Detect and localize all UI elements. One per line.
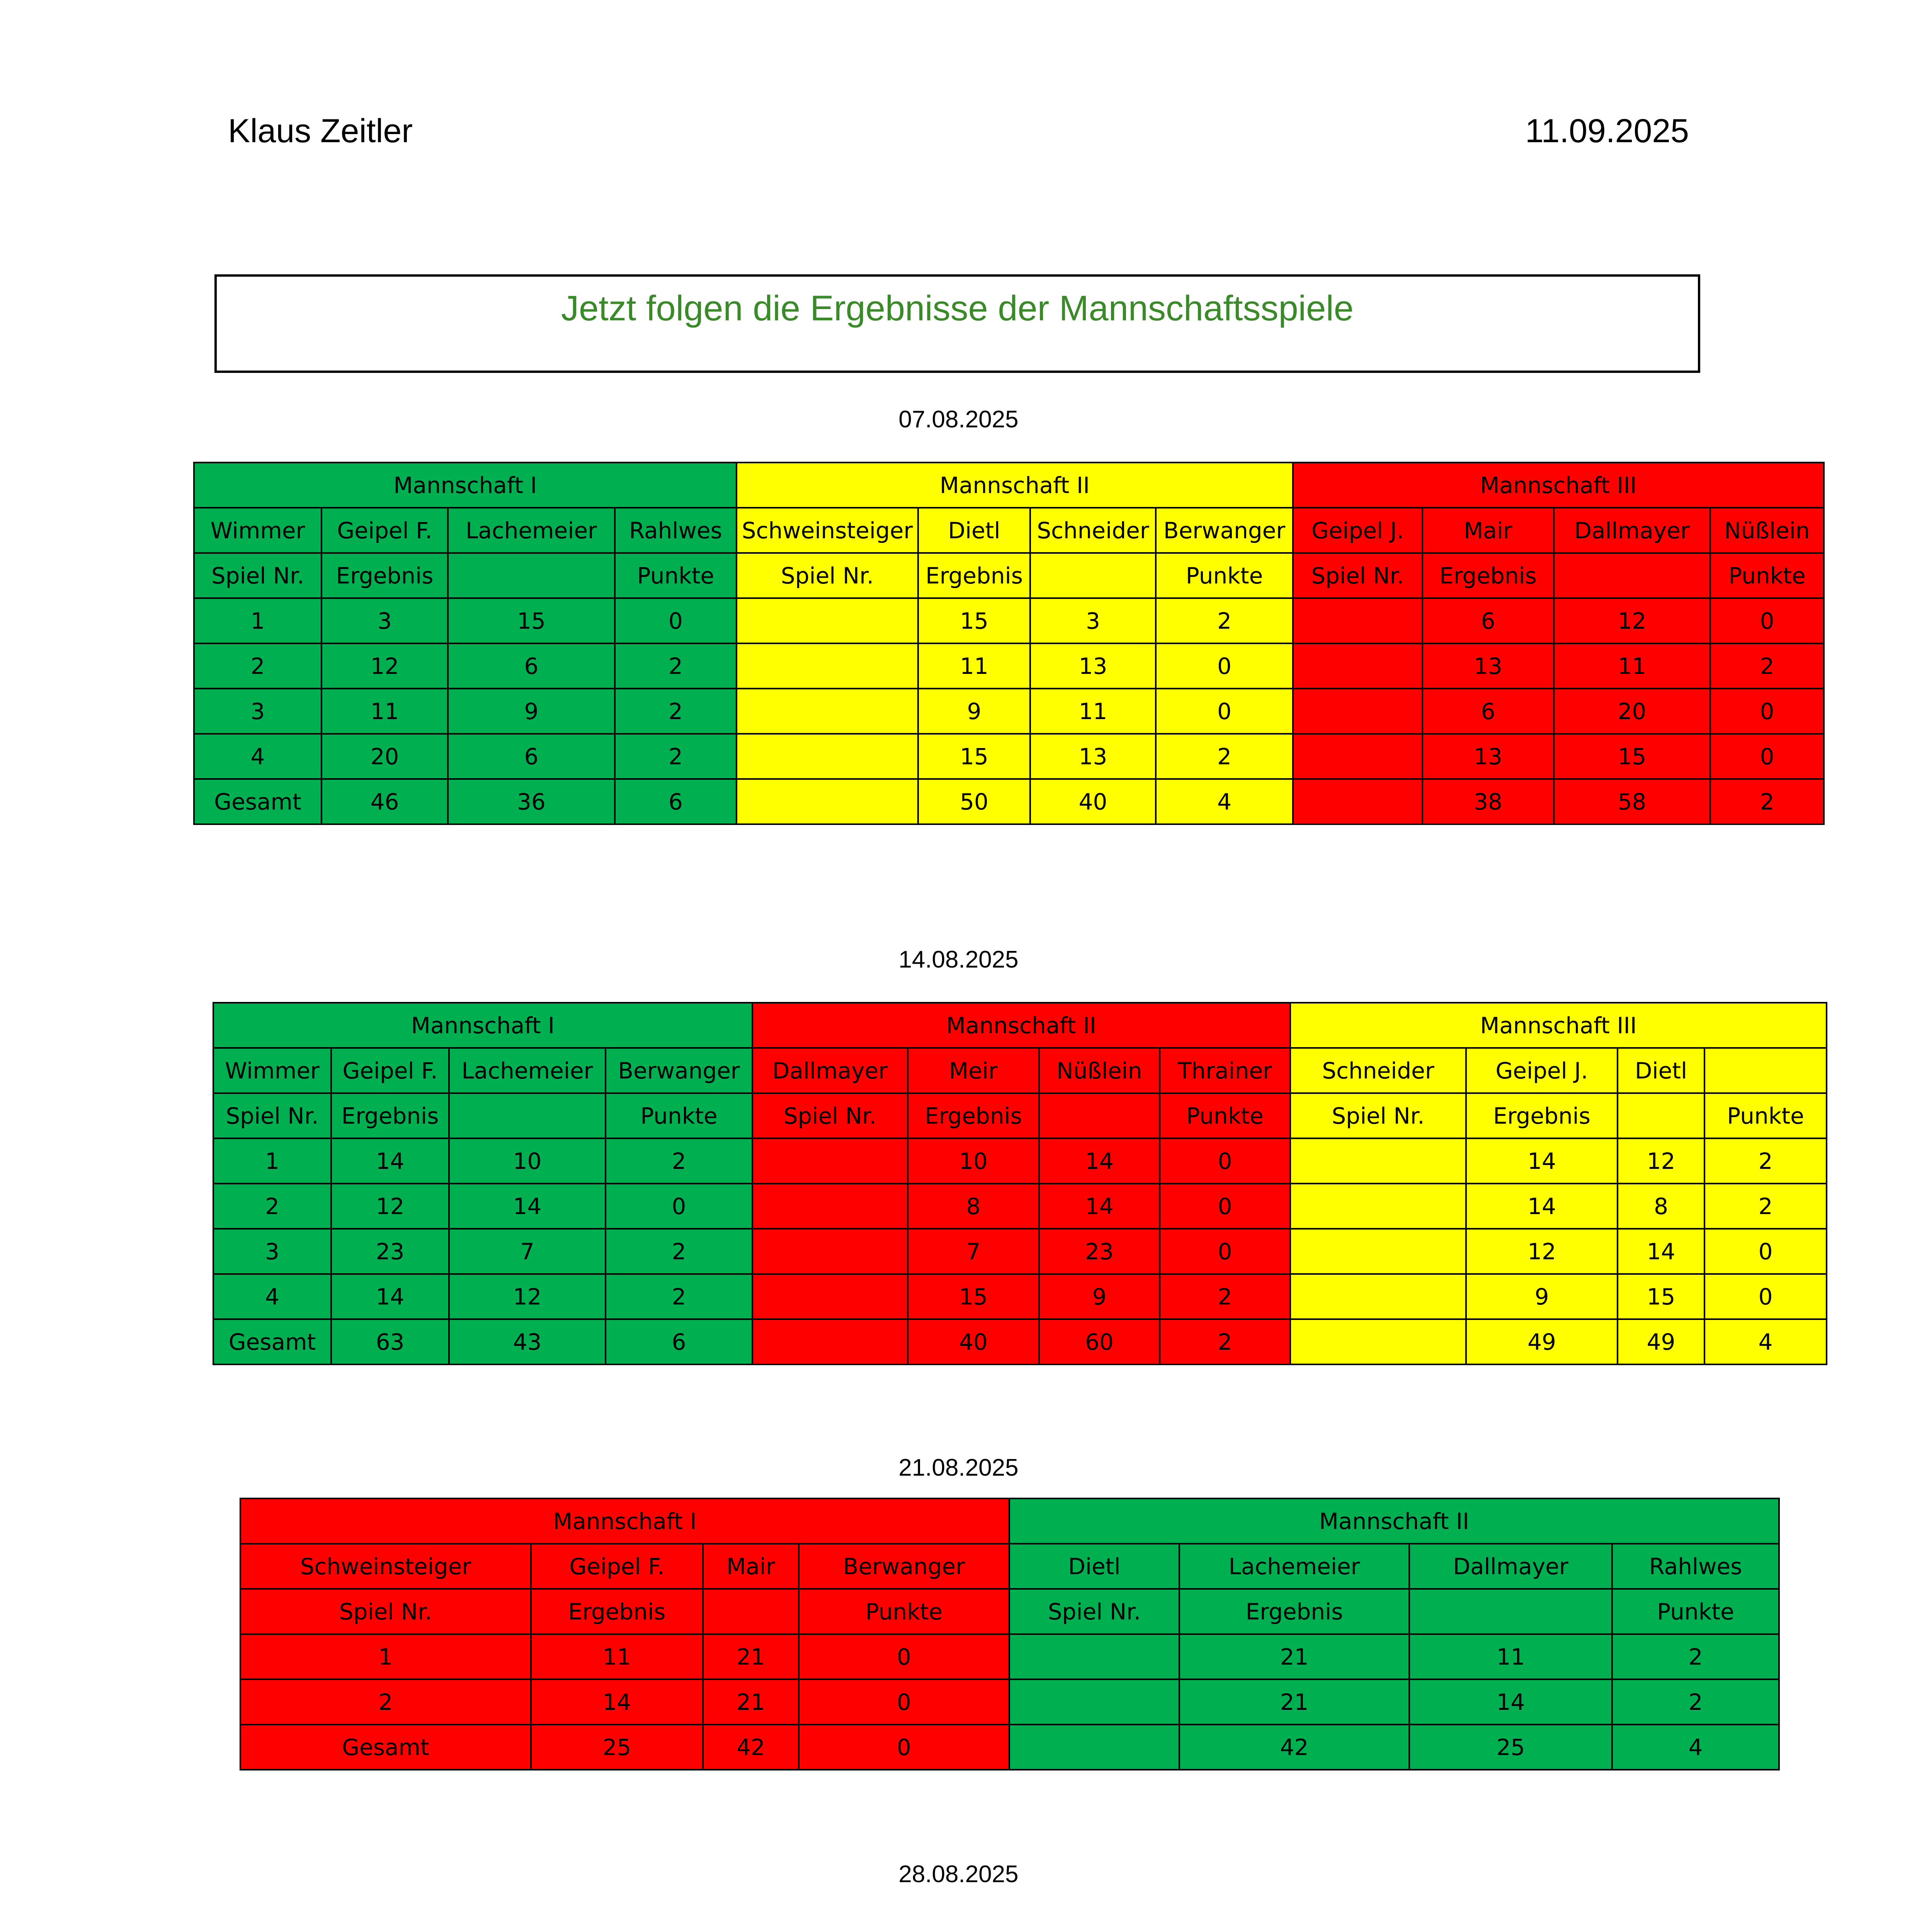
total-row — [194, 779, 1824, 824]
score-cell: 15 — [918, 734, 1030, 779]
column-label: Spiel Nr. — [737, 553, 918, 598]
game-row — [213, 1274, 1827, 1319]
score-cell: 63 — [331, 1319, 449, 1364]
player-name: Dietl — [1618, 1048, 1704, 1093]
score-cell: 2 — [606, 1274, 752, 1319]
column-label: Spiel Nr. — [213, 1093, 331, 1138]
column-label: Punkte — [799, 1589, 1009, 1634]
score-cell: 14 — [331, 1274, 449, 1319]
column-label: Punkte — [1612, 1589, 1779, 1634]
score-cell — [1290, 1184, 1466, 1229]
column-label — [1618, 1093, 1704, 1138]
score-cell: 12 — [449, 1274, 606, 1319]
player-name: Dallmayer — [1409, 1544, 1612, 1589]
score-cell: 14 — [1466, 1138, 1618, 1184]
score-cell: 20 — [1554, 689, 1710, 734]
score-cell: 9 — [448, 689, 615, 734]
player-name: Lachemeier — [449, 1048, 606, 1093]
score-cell: 13 — [1030, 643, 1156, 689]
team-name: Mannschaft II — [737, 463, 1293, 508]
player-name: Nüßlein — [1710, 508, 1824, 553]
score-cell: 58 — [1554, 779, 1710, 824]
score-cell — [737, 643, 918, 689]
players-row — [194, 508, 1824, 553]
score-cell: 3 — [213, 1229, 331, 1274]
score-cell: 0 — [1704, 1229, 1827, 1274]
score-cell: 14 — [1039, 1138, 1160, 1184]
score-cell: 42 — [703, 1725, 799, 1770]
score-cell: 11 — [1030, 689, 1156, 734]
score-cell: 13 — [1030, 734, 1156, 779]
column-label: Ergebnis — [531, 1589, 703, 1634]
column-label: Punkte — [1710, 553, 1824, 598]
score-cell: 6 — [1422, 689, 1554, 734]
score-cell: 10 — [908, 1138, 1039, 1184]
score-cell: 15 — [908, 1274, 1039, 1319]
score-cell — [1293, 734, 1422, 779]
score-cell: 4 — [1612, 1725, 1779, 1770]
score-cell: 2 — [606, 1138, 752, 1184]
column-label: Ergebnis — [331, 1093, 449, 1138]
column-label: Punkte — [615, 553, 737, 598]
score-cell — [1009, 1725, 1179, 1770]
game-row — [213, 1184, 1827, 1229]
author-name: Klaus Zeitler — [228, 112, 413, 150]
team-header-row — [240, 1498, 1779, 1544]
score-cell: 2 — [1160, 1319, 1290, 1364]
score-cell: 6 — [606, 1319, 752, 1364]
score-cell — [1293, 598, 1422, 643]
score-cell: 0 — [799, 1679, 1009, 1725]
score-cell: 2 — [1710, 779, 1824, 824]
score-cell: 4 — [213, 1274, 331, 1319]
score-cell — [737, 598, 918, 643]
column-label: Ergebnis — [1466, 1093, 1618, 1138]
score-cell: 49 — [1618, 1319, 1704, 1364]
column-label — [1039, 1093, 1160, 1138]
score-cell — [752, 1184, 908, 1229]
score-cell: 0 — [606, 1184, 752, 1229]
score-cell: 21 — [1179, 1634, 1409, 1679]
column-label: Ergebnis — [918, 553, 1030, 598]
results-table-1 — [193, 462, 1825, 825]
game-row — [213, 1229, 1827, 1274]
team-header-row — [213, 1003, 1827, 1048]
score-cell: 6 — [448, 643, 615, 689]
game-row — [240, 1634, 1779, 1679]
player-name: Dallmayer — [752, 1048, 908, 1093]
header-date: 11.09.2025 — [1525, 112, 1689, 150]
player-name: Geipel F. — [331, 1048, 449, 1093]
score-cell: 11 — [1409, 1634, 1612, 1679]
player-name: Wimmer — [194, 508, 321, 553]
player-name: Thrainer — [1160, 1048, 1290, 1093]
score-cell — [1290, 1274, 1466, 1319]
team-name: Mannschaft II — [752, 1003, 1290, 1048]
player-name: Schweinsteiger — [737, 508, 918, 553]
score-cell — [752, 1319, 908, 1364]
score-cell: 12 — [1618, 1138, 1704, 1184]
column-label: Punkte — [1160, 1093, 1290, 1138]
score-cell: 50 — [918, 779, 1030, 824]
score-cell: 8 — [1618, 1184, 1704, 1229]
score-cell: 3 — [1030, 598, 1156, 643]
score-cell: 42 — [1179, 1725, 1409, 1770]
score-cell: 11 — [321, 689, 448, 734]
score-cell: 4 — [194, 734, 321, 779]
player-name: Berwanger — [606, 1048, 752, 1093]
score-cell: 6 — [1422, 598, 1554, 643]
score-cell: 3 — [194, 689, 321, 734]
score-cell: 0 — [799, 1634, 1009, 1679]
score-cell: 0 — [1160, 1229, 1290, 1274]
player-name: Wimmer — [213, 1048, 331, 1093]
score-cell: 0 — [1156, 689, 1293, 734]
column-label: Spiel Nr. — [194, 553, 321, 598]
score-cell: 6 — [615, 779, 737, 824]
score-cell: 14 — [1409, 1679, 1612, 1725]
team-name: Mannschaft I — [240, 1498, 1009, 1544]
score-cell: 25 — [531, 1725, 703, 1770]
score-cell: 2 — [606, 1229, 752, 1274]
column-label — [703, 1589, 799, 1634]
score-cell — [1009, 1679, 1179, 1725]
player-name — [1704, 1048, 1827, 1093]
score-cell — [1009, 1634, 1179, 1679]
score-cell: 40 — [1030, 779, 1156, 824]
score-cell: 1 — [213, 1138, 331, 1184]
player-name: Nüßlein — [1039, 1048, 1160, 1093]
column-label — [1554, 553, 1710, 598]
player-name: Berwanger — [799, 1544, 1009, 1589]
player-name: Dietl — [918, 508, 1030, 553]
game-row — [240, 1679, 1779, 1725]
score-cell — [737, 734, 918, 779]
players-row — [240, 1544, 1779, 1589]
score-cell: 2 — [615, 689, 737, 734]
score-cell — [1290, 1319, 1466, 1364]
score-cell: 0 — [1160, 1184, 1290, 1229]
results-table-3 — [240, 1498, 1780, 1770]
score-cell: 11 — [1554, 643, 1710, 689]
score-cell: 21 — [1179, 1679, 1409, 1725]
column-label: Spiel Nr. — [1009, 1589, 1179, 1634]
score-cell: 9 — [1466, 1274, 1618, 1319]
score-cell: 0 — [1156, 643, 1293, 689]
score-cell: 14 — [1466, 1184, 1618, 1229]
column-label: Ergebnis — [908, 1093, 1039, 1138]
score-cell: 40 — [908, 1319, 1039, 1364]
score-cell: 2 — [1156, 598, 1293, 643]
player-name: Schneider — [1290, 1048, 1466, 1093]
score-cell — [1293, 643, 1422, 689]
score-cell: 4 — [1156, 779, 1293, 824]
player-name: Schneider — [1030, 508, 1156, 553]
score-cell: 14 — [1039, 1184, 1160, 1229]
score-cell: 7 — [449, 1229, 606, 1274]
team-name: Mannschaft I — [213, 1003, 752, 1048]
score-cell: 14 — [1618, 1229, 1704, 1274]
score-cell: 13 — [1422, 643, 1554, 689]
score-cell: 0 — [799, 1725, 1009, 1770]
score-cell — [737, 779, 918, 824]
column-label: Ergebnis — [321, 553, 448, 598]
player-name: Meir — [908, 1048, 1039, 1093]
score-cell: 0 — [1710, 689, 1824, 734]
player-name: Geipel F. — [531, 1544, 703, 1589]
score-cell — [752, 1274, 908, 1319]
column-label: Spiel Nr. — [240, 1589, 531, 1634]
column-label — [1030, 553, 1156, 598]
score-cell: 43 — [449, 1319, 606, 1364]
score-cell: 9 — [918, 689, 1030, 734]
score-cell — [1290, 1138, 1466, 1184]
score-cell: 2 — [1160, 1274, 1290, 1319]
score-cell: 2 — [240, 1679, 531, 1725]
team-name: Mannschaft II — [1009, 1498, 1779, 1544]
score-cell: 15 — [448, 598, 615, 643]
player-name: Dietl — [1009, 1544, 1179, 1589]
score-cell: 2 — [1704, 1138, 1827, 1184]
team-name: Mannschaft III — [1290, 1003, 1827, 1048]
score-cell: 49 — [1466, 1319, 1618, 1364]
score-cell: 9 — [1039, 1274, 1160, 1319]
match-date-2: 14.08.2025 — [898, 946, 1019, 973]
column-label: Ergebnis — [1422, 553, 1554, 598]
player-name: Berwanger — [1156, 508, 1293, 553]
score-cell: 15 — [1618, 1274, 1704, 1319]
score-cell: 14 — [531, 1679, 703, 1725]
player-name: Geipel J. — [1293, 508, 1422, 553]
results-table-2 — [213, 1002, 1827, 1365]
player-name: Geipel F. — [321, 508, 448, 553]
score-cell — [1293, 689, 1422, 734]
score-cell: 21 — [703, 1679, 799, 1725]
player-name: Lachemeier — [1179, 1544, 1409, 1589]
score-cell: 0 — [1710, 598, 1824, 643]
score-cell — [737, 689, 918, 734]
players-row — [213, 1048, 1827, 1093]
score-cell — [752, 1138, 908, 1184]
match-date-3: 21.08.2025 — [898, 1454, 1019, 1481]
score-cell: 23 — [331, 1229, 449, 1274]
title-box — [214, 274, 1700, 373]
total-row — [213, 1319, 1827, 1364]
score-cell: 2 — [194, 643, 321, 689]
label-row — [194, 553, 1824, 598]
score-cell: 36 — [448, 779, 615, 824]
score-cell: 2 — [615, 734, 737, 779]
score-cell: 15 — [1554, 734, 1710, 779]
score-cell: 2 — [615, 643, 737, 689]
column-label: Spiel Nr. — [752, 1093, 908, 1138]
game-row — [213, 1138, 1827, 1184]
score-cell: 7 — [908, 1229, 1039, 1274]
player-name: Lachemeier — [448, 508, 615, 553]
score-cell — [1293, 779, 1422, 824]
score-cell — [752, 1229, 908, 1274]
player-name: Schweinsteiger — [240, 1544, 531, 1589]
score-cell: 38 — [1422, 779, 1554, 824]
column-label — [448, 553, 615, 598]
score-cell: 23 — [1039, 1229, 1160, 1274]
score-cell: 15 — [918, 598, 1030, 643]
score-cell: 25 — [1409, 1725, 1612, 1770]
score-cell: 4 — [1704, 1319, 1827, 1364]
score-cell: 6 — [448, 734, 615, 779]
score-cell — [1290, 1229, 1466, 1274]
column-label — [1409, 1589, 1612, 1634]
column-label: Ergebnis — [1179, 1589, 1409, 1634]
score-cell: 0 — [1160, 1138, 1290, 1184]
score-cell: 2 — [1612, 1679, 1779, 1725]
score-cell: 2 — [213, 1184, 331, 1229]
score-cell: 1 — [194, 598, 321, 643]
game-row — [194, 643, 1824, 689]
team-header-row — [194, 463, 1824, 508]
column-label: Spiel Nr. — [1290, 1093, 1466, 1138]
score-cell: 14 — [331, 1138, 449, 1184]
score-cell: 12 — [321, 643, 448, 689]
score-cell: 12 — [1466, 1229, 1618, 1274]
player-name: Mair — [703, 1544, 799, 1589]
score-cell: 2 — [1612, 1634, 1779, 1679]
column-label: Punkte — [1156, 553, 1293, 598]
score-cell: 8 — [908, 1184, 1039, 1229]
label-row — [240, 1589, 1779, 1634]
column-label: Punkte — [606, 1093, 752, 1138]
score-cell: 0 — [1710, 734, 1824, 779]
score-cell: 1 — [240, 1634, 531, 1679]
score-cell: 3 — [321, 598, 448, 643]
team-name: Mannschaft I — [194, 463, 737, 508]
score-cell: 20 — [321, 734, 448, 779]
score-cell: 13 — [1422, 734, 1554, 779]
score-cell: 21 — [703, 1634, 799, 1679]
game-row — [194, 689, 1824, 734]
score-cell: Gesamt — [194, 779, 321, 824]
total-row — [240, 1725, 1779, 1770]
score-cell: Gesamt — [213, 1319, 331, 1364]
column-label: Punkte — [1704, 1093, 1827, 1138]
score-cell: 46 — [321, 779, 448, 824]
score-cell: 2 — [1704, 1184, 1827, 1229]
score-cell: 10 — [449, 1138, 606, 1184]
game-row — [194, 734, 1824, 779]
column-label — [449, 1093, 606, 1138]
player-name: Rahlwes — [1612, 1544, 1779, 1589]
player-name: Geipel J. — [1466, 1048, 1618, 1093]
column-label: Spiel Nr. — [1293, 553, 1422, 598]
score-cell: 0 — [615, 598, 737, 643]
player-name: Dallmayer — [1554, 508, 1710, 553]
score-cell: 2 — [1156, 734, 1293, 779]
match-date-4: 28.08.2025 — [898, 1861, 1019, 1888]
score-cell: 0 — [1704, 1274, 1827, 1319]
page-title: Jetzt folgen die Ergebnisse der Mannschaftsspiele — [561, 289, 1354, 328]
label-row — [213, 1093, 1827, 1138]
player-name: Rahlwes — [615, 508, 737, 553]
team-name: Mannschaft III — [1293, 463, 1824, 508]
score-cell: 11 — [531, 1634, 703, 1679]
match-date-1: 07.08.2025 — [898, 406, 1019, 433]
score-cell: 12 — [331, 1184, 449, 1229]
score-cell: Gesamt — [240, 1725, 531, 1770]
score-cell: 12 — [1554, 598, 1710, 643]
game-row — [194, 598, 1824, 643]
score-cell: 60 — [1039, 1319, 1160, 1364]
score-cell: 14 — [449, 1184, 606, 1229]
score-cell: 11 — [918, 643, 1030, 689]
player-name: Mair — [1422, 508, 1554, 553]
score-cell: 2 — [1710, 643, 1824, 689]
